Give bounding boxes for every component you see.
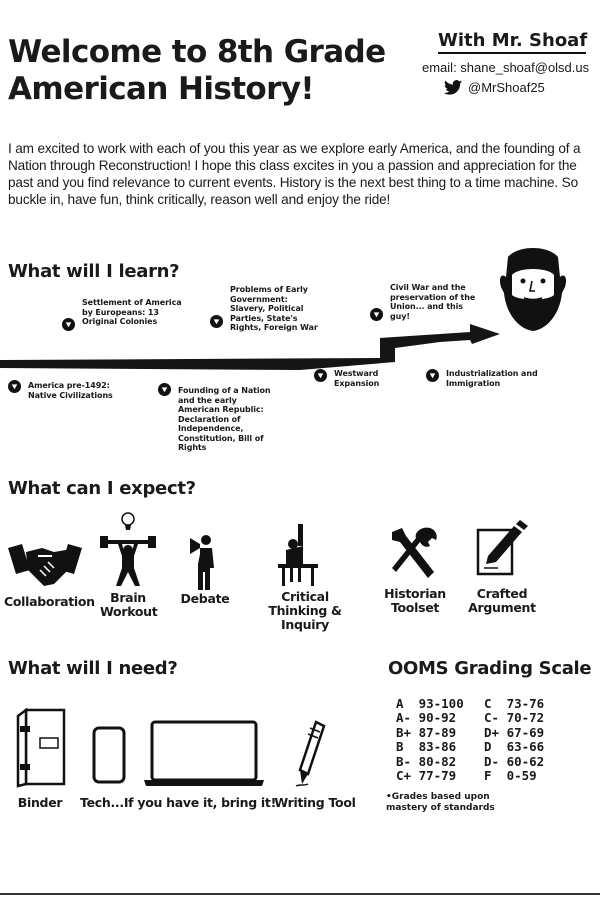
twitter-handle[interactable]	[444, 80, 545, 95]
timeline-marker-pre-1492	[8, 380, 21, 393]
timeline-item-pre-1492: America pre-1492: Native Civilizations	[28, 381, 113, 400]
handshake-icon	[8, 540, 82, 590]
timeline-marker-industrialization	[426, 369, 439, 382]
timeline-item-colonies: Settlement of America by Europeans: 13 Original Colonies	[82, 298, 182, 326]
timeline-item-civil-war: Civil War and the preservation of the Union... and this guy!	[390, 283, 476, 321]
grade-left: C+ 77-79	[396, 768, 457, 784]
grading-note: •Grades based upon mastery of standards	[386, 792, 495, 813]
grading-row	[396, 726, 544, 740]
pen-icon	[292, 718, 328, 788]
timeline-item-westward: Westward Expansion	[334, 369, 380, 388]
hand-raised-icon	[276, 524, 320, 586]
grade-right: D 63-66	[484, 739, 545, 755]
learn-heading: What will I learn?	[8, 261, 180, 282]
devices-icon	[92, 720, 270, 786]
grade-right: D- 60-62	[484, 753, 545, 769]
grading-row	[396, 769, 544, 783]
expect-label-debate: Debate	[180, 591, 230, 606]
grading-row	[396, 740, 544, 754]
grading-heading: OOMS Grading Scale	[388, 658, 592, 679]
grade-left: B- 80-82	[396, 753, 457, 769]
need-heading: What will I need?	[8, 658, 178, 679]
grade-right: C 73-76	[484, 696, 545, 711]
grade-left: B+ 87-89	[396, 724, 457, 740]
expect-label-collaboration: Collaboration	[4, 594, 95, 609]
title-line-2: American History!	[8, 71, 314, 107]
email-text[interactable]: email: shane_shoaf@olsd.us	[422, 60, 590, 75]
expect-label-brain-workout: Brain Workout	[100, 590, 158, 619]
twitter-label: @MrShoaf25	[468, 80, 545, 95]
tools-icon	[388, 526, 440, 582]
timeline-marker-civil-war	[370, 308, 383, 321]
need-label-binder: Binder	[17, 795, 63, 810]
timeline-marker-founding	[158, 383, 171, 396]
grade-left: A- 90-92	[396, 710, 457, 726]
grade-left: B 83-86	[396, 739, 457, 755]
teacher-underline	[438, 52, 586, 54]
timeline-marker-colonies	[62, 318, 75, 331]
twitter-bird-icon	[444, 80, 462, 95]
grade-right: C- 70-72	[484, 710, 545, 726]
teacher-name: With Mr. Shoaf	[438, 30, 588, 51]
grading-row	[396, 711, 544, 725]
title-line-1: Welcome to 8th Grade	[8, 34, 386, 70]
timeline-marker-early-government	[210, 315, 223, 328]
grade-left: A 93-100	[396, 696, 464, 711]
expect-label-critical-thinking: Critical Thinking & Inquiry	[268, 589, 342, 632]
expect-label-historian-toolset: Historian Toolset	[384, 586, 446, 615]
timeline-item-early-government: Problems of Early Government: Slavery, Political Parties, State's Rights, Foreign War	[230, 285, 318, 332]
timeline-item-industrialization: Industrialization and Immigration	[446, 369, 538, 388]
timeline-item-founding: Founding of a Nation and the early American Republic: Declaration of Independence, Constitution, Bill of Rights	[178, 386, 271, 452]
bottom-divider	[0, 893, 600, 895]
weightlifter-icon	[100, 510, 156, 590]
lincoln-portrait-icon	[488, 243, 578, 335]
binder-icon	[16, 708, 66, 788]
grade-right: D+ 67-69	[484, 724, 545, 740]
need-label-tech: Tech...If you have it, bring it!	[80, 795, 276, 810]
grade-right: F 0-59	[484, 768, 537, 784]
expect-heading: What can I expect?	[8, 478, 196, 499]
grading-table	[396, 697, 544, 783]
need-label-writing-tool: Writing Tool	[274, 795, 356, 810]
megaphone-icon	[186, 534, 220, 590]
timeline-marker-westward	[314, 369, 327, 382]
expect-label-crafted-argument: Crafted Argument	[468, 586, 536, 615]
intro-paragraph: I am excited to work with each of you this year as we explore early America, and the founding of a Nation through Reconstruction! I hope this class excites in you a passion and appreciation for the past and you find relevance to current events. History is the next best thing to a time machine. So buckle in, have fun, think critically, reason well and enjoy the ride!	[8, 141, 581, 207]
page-title	[8, 34, 428, 108]
pen-paper-icon	[476, 520, 528, 576]
grading-row	[396, 697, 544, 711]
grading-row	[396, 755, 544, 769]
